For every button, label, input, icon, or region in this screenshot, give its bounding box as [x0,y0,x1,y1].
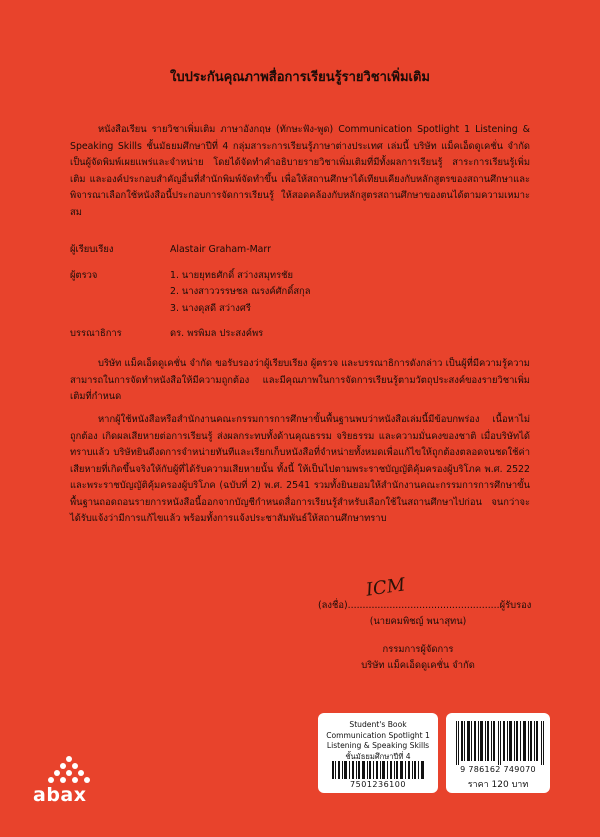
author-name: Alastair Graham-Marr [170,244,271,255]
signer-position: กรรมการผู้จัดการ [382,644,454,655]
reviewer-name: 1. นายยุทธศักดิ์ สว่างสมุทรชัย [170,269,293,281]
reviewer-name: 3. นางดุสดี สว่างศรี [170,302,251,314]
editor-label: บรรณาธิการ [70,328,122,339]
signer-name: (นายคมพิชญ์ พนาสุทน) [369,616,467,627]
certification-paragraph: บริษัท แม็คเอ็ดดูเคชั่น จำกัด ขอรับรองว่าผู้เรียบเรียง ผู้ตรวจ และบรรณาธิการดังกล่าว เป็นผู้ที่มีความรู้ความสามารถในการจัดทำหนังสือให้มีความถูกต้อง และมีคุณภาพในการจัดการเรียนรู้ตามวัตถุประสงค์ของรายวิชาเพิ่มเติมที่กำหนด [70,358,530,402]
info-line: Listening & Speaking Skills [326,741,430,750]
liability-paragraph: หากผู้ใช้หนังสือหรือสำนักงานคณะกรรมการการศึกษาขั้นพื้นฐานพบว่าหนังสือเล่มนี้มีข้อบกพร่อง เนื้อหาไม่ถูกต้อง เกิดผลเสียหายต่อการเรียนรู้ ส่งผลกระทบทั้งด้านคุณธรรม จริยธรรม และความมั่นคงของชาติ เมื่อบริษัทได้ทราบแล้ว บริษัทยินดีงดการจำหน่ายทันทีและเรียกเก็บหนังสือที่จำหน่ายทั้งหมดเพื่อแก้ไขให้ถูกต้องตลอดจนชดใช้ค่าเสียหายที่เกิดขึ้นจริงให้กับผู้ที่ได้รับความเสียหายนั้น ทั้งนี้ ให้เป็นไปตามพระราชบัญญัติคุ้มครองผู้บริโภค พ.ศ. 2522 และพระราชบัญญัติคุ้มครองผู้บริโภค (ฉบับที่ 2) พ.ศ. 2541 รวมทั้งยินยอมให้สำนักงานคณะกรรมการการศึกษาขั้นพื้นฐานถอดถอนรายการหนังสือนี้ออกจากบัญชีกำหนดสื่อการเรียนรู้สำหรับเลือกใช้ในสถานศึกษาไปก่อน จนกว่าจะได้รับแจ้งว่ามีการแก้ไขแล้ว พร้อมทั้งการแจ้งประชาสัมพันธ์ให้สถานศึกษาทราบ [70,414,530,524]
info-line: ชั้นมัธยมศึกษาปีที่ 4 [345,751,411,761]
product-code: 7501236100 [350,779,406,789]
isbn-barcode-icon [456,721,544,765]
abax-logo-text: abax [33,784,87,806]
company-name: บริษัท แม็คเอ็ดดูเคชั่น จำกัด [361,660,475,671]
editor-name: ดร. พรพิมล ประสงค์พร [170,328,264,339]
reviewer-list [170,268,530,318]
reviewer-name: 2. นางสาววรรษชล ณรงค์ศักดิ์สกุล [170,286,311,297]
info-line: Communication Spotlight 1 [326,730,430,740]
reviewer-row [70,268,530,318]
quality-statement-paragraph: หนังสือเรียน รายวิชาเพิ่มเติม ภาษาอังกฤษ (ทักษะฟัง-พูด) Communication Spotlight 1 Listening & Speaking Skills ชั้นมัธยมศึกษาปีที่ 4 กลุ่มสาระการเรียนรู้ภาษาต่างประเทศ เล่มนี้ บริษัท แม็คเอ็ดดูเคชั่น จำกัด เป็นผู้จัดพิมพ์เผยแพร่และจำหน่าย โดยได้จัดทำคำอธิบายรายวิชาเพิ่มเติมที่มีทั้งผลการเรียนรู้ สาระการเรียนรู้เพิ่มเติม และองค์ประกอบสำคัญอื่นที่สำนักพิมพ์จัดทำขึ้น เพื่อให้สถานศึกษาได้เทียบเคียงกับหลักสูตรของสถานศึกษาและพิจารณาเลือกใช้หนังสือนี้ประกอบการจัดการเรียนรู้ ให้สอดคล้องกับหลักสูตรสถานศึกษาของตนได้ตามความเหมาะสม [70,124,530,218]
book-info-label [318,713,438,793]
small-barcode-icon [332,761,424,779]
isbn-number: 9 786162 749070 [460,765,536,774]
credits-block [70,242,530,343]
handwritten-signature: ICM [364,574,407,601]
author-label: ผู้เรียบเรียง [70,244,114,255]
page-title: ใบประกันคุณภาพสื่อการเรียนรู้รายวิชาเพิ่มเติม [170,70,430,85]
info-line: Student's Book [349,720,407,729]
isbn-barcode-box [446,713,550,793]
author-row [70,242,530,259]
editor-row [70,326,530,343]
reviewer-label: ผู้ตรวจ [70,269,98,281]
price-label: ราคา 120 บาท [467,780,529,790]
sign-line: (ลงชื่อ)...................................................ผู้รับรอง [318,600,532,611]
signature-block [318,574,548,674]
